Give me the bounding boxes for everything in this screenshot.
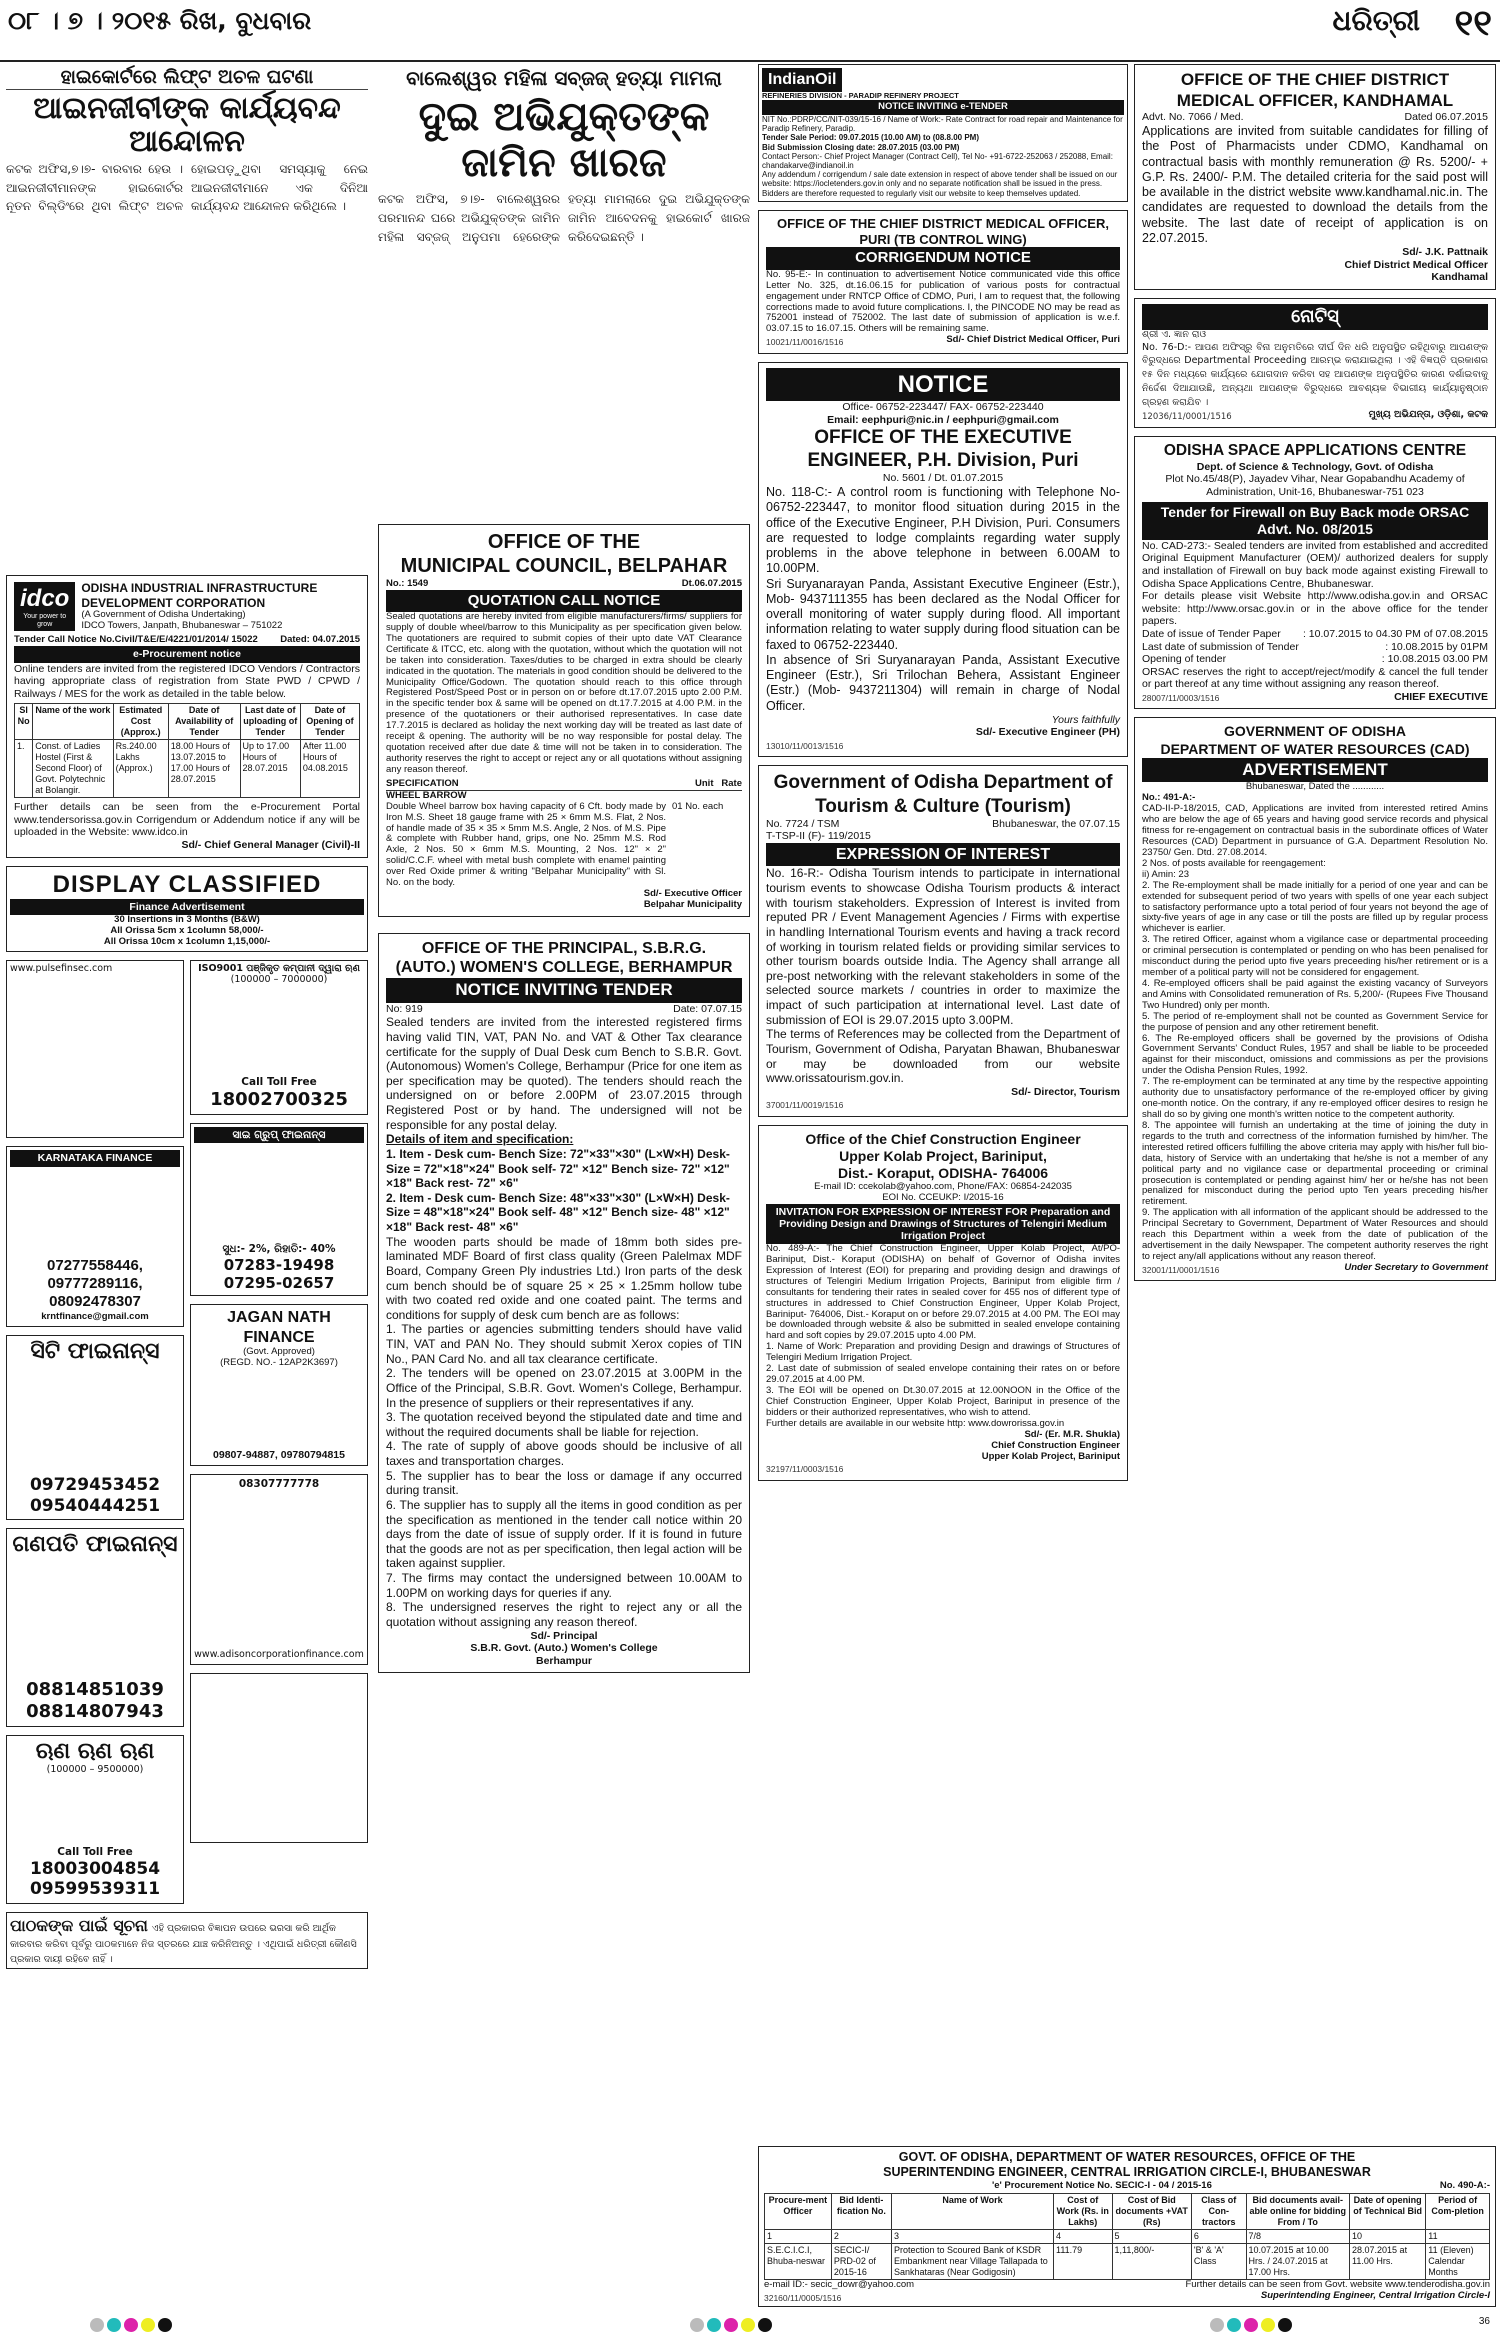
dowr-dated: Bhubaneswar, Dated the ............ — [1245, 781, 1385, 793]
display-classified — [6, 866, 368, 953]
sbrg-term: 3. The quotation received beyond the stipulated date and time and without the required documents shall be liable for rejection. — [386, 1410, 742, 1439]
city-ad — [6, 1335, 184, 1521]
date-value: : 10.07.2015 to 04.30 PM of 07.08.2015 — [1302, 627, 1488, 640]
dowr-posts: 2 Nos. of posts available for reengagement: — [1142, 857, 1326, 869]
table-header: Cost of Work (Rs. in Lakhs) — [1054, 2194, 1113, 2230]
table-header: Period of Com-pletion — [1426, 2194, 1490, 2230]
kandhamal-sign: Chief District Medical Officer — [1344, 258, 1488, 271]
table-cell: 11 (Eleven) Calendar Months — [1426, 2244, 1490, 2280]
secic-h1: GOVT. OF ODISHA, DEPARTMENT OF WATER RESOURCES, OFFICE OF THE — [898, 2150, 1356, 2164]
news-headline: ଆଇନଜୀବୀଙ୍କ କାର୍ଯ୍ୟବନ୍ଦ ଆନ୍ଦୋଳନ — [33, 91, 341, 160]
adison-phone: 08307777778 — [238, 1477, 320, 1490]
ioc-note: Any addendum / corrigendum / sale date extension in respect of above tender shall be issued on our website: https://iocletenders.gov.in only and no separate notification shall be issued in the press. Bidders are therefore requested to regularly visit our website to keep themselves updated. — [762, 170, 1118, 198]
secic-sign: Superintending Engineer, Central Irrigation Circle-I — [1260, 2290, 1490, 2302]
tourism-bar: EXPRESSION OF INTEREST — [766, 843, 1120, 867]
belpahar-sign: Belpahar Municipality — [643, 898, 742, 910]
table-cell: Rs.240.00 Lakhs (Approx.) — [113, 740, 168, 798]
sbrg-date: Date: 07.07.15 — [673, 1002, 742, 1015]
ioc-ad — [758, 64, 1128, 202]
kandhamal-sign: Kandhamal — [1431, 271, 1488, 284]
kandhamal-text: Applications are invited from suitable candidates for filling of the Post of Pharmacists under CDMO, Kandhamal on contractual basis with monthly remuneration @ Rs. 5200/- + G.P. Rs. 2400/- P.M. The detailed criteria for the said post will be available in the district website www.kandhamal.nic.in. The candidates are requested to download the details from the website. The last date of receipt of application is on 22.07.2015. — [1142, 124, 1488, 245]
idco-table — [14, 703, 360, 798]
kolab-ad — [758, 1125, 1128, 1481]
sbrg-sign: Sd/- Principal — [530, 1629, 598, 1642]
registration-marks — [690, 2318, 772, 2332]
rate-header: Rate — [721, 777, 742, 789]
idco-foot: Further details can be seen from the e-Procurement Portal www.tendersorissa.gov.in Corrigendum or Addendum notice if any will be uploaded in the Website: www.idco.in — [14, 801, 360, 839]
table-cell: 5 — [1112, 2230, 1191, 2244]
city-title: ସିଟି ଫାଇନାନ୍ସ — [30, 1338, 160, 1364]
column-4 — [1134, 64, 1496, 1289]
sbrg-item: 1. Item - Desk cum- Bench Size: 72"×33"×30" (L×W×H) Desk- Size = 72"×18"×24" Book self- 72" ×12" Bench size- 72" ×12" ×18" Back rest- 72" ×6" — [386, 1146, 730, 1191]
table-cell: 28.07.2015 at 11.00 Hrs. — [1350, 2244, 1426, 2280]
secic-h2: SUPERINTENDING ENGINEER, CENTRAL IRRIGATION CIRCLE-I, BHUBANESWAR — [883, 2165, 1371, 2180]
cdmo-puri-ad — [758, 210, 1128, 354]
ref-number: 10021/11/0016/1516 — [766, 337, 844, 348]
classified-rate: All Orissa 5cm x 1column 58,000/- — [110, 925, 264, 937]
finance-list-ad — [190, 1673, 368, 1843]
belpahar-item: WHEEL BARROW — [386, 789, 467, 801]
table-header: Date of Availability of Tender — [168, 704, 240, 740]
masthead: ଧରିତ୍ରୀ — [1332, 4, 1420, 37]
sbrg-term: 2. The tenders will be opened on 23.07.2015 at 3.00PM in the Office of the Principal, S.B.R. Govt. Women's College, Berhampur. In the presence of suppliers or their representatives if any. — [386, 1366, 742, 1410]
sbrg-ad — [378, 933, 750, 1673]
ref-number: 37001/11/0019/1516 — [766, 1100, 844, 1111]
kolab-email: E-mail ID: ccekolab@yahoo.com, Phone/FAX: 06854-242035 — [814, 1180, 1072, 1192]
jagan-ad — [190, 1304, 368, 1465]
adison-site: www.adisoncorporationfinance.com — [194, 1649, 364, 1661]
idco-bar: e-Procurement notice — [14, 646, 360, 663]
table-cell: 1. — [15, 740, 33, 798]
ioc-closing: Bid Submission Closing date: 28.07.2015 (03.00 PM) — [762, 142, 960, 152]
ref-number: 12036/11/0001/1516 — [1142, 411, 1232, 422]
idco-date: Dated: 04.07.2015 — [280, 634, 360, 646]
table-cell: After 11.00 Hours of 04.08.2015 — [300, 740, 359, 798]
belpahar-h1: OFFICE OF THE — [487, 531, 641, 553]
pulse-call: Call Toll Free — [241, 1075, 317, 1088]
idco-addr: IDCO Towers, Janpath, Bhubaneswar – 751022 — [81, 620, 283, 632]
kolab-bar: INVITATION FOR EXPRESSION OF INTEREST FOR Preparation and Providing Design and Drawings of Structures of Telengiri Medium Irrigation Project — [766, 1204, 1120, 1244]
ee-puri-office: Office- 06752-223447/ FAX- 06752-223440 — [842, 400, 1044, 413]
cdmo-puri-text: No. 95-E:- In continuation to advertisement Notice communicated vide this office Letter No. 325, dt.16.06.15 for publication of various posts for contractual engagement under RNTCP Office of CDMO, Puri, I am to request that, the following corrections made to avoid future complications. I, the PINCODE NO may be read as 752001 instead of 752002. The last date of submission of application is w.e.f. 03.07.15 to 16.07.15. Others will be remaining same. — [766, 268, 1120, 335]
ioc-bar: NOTICE INVITING e-TENDER — [762, 100, 1124, 115]
orsac-text3: ORSAC reserves the right to accept/reject/modify & cancel the full tender or part thereof at any time without assigning any reason thereof. — [1142, 665, 1488, 691]
kolab-sign: Upper Kolab Project, Bariniput — [981, 1450, 1120, 1462]
belpahar-h2: MUNICIPAL COUNCIL, BELPAHAR — [400, 555, 728, 578]
karnataka-phones: 07277558446, 09777289116, 08092478307 — [47, 1256, 143, 1311]
sbrg-term: 4. The rate of supply of above goods should be inclusive of all taxes and transportation charges. — [386, 1439, 742, 1468]
jagan-reg: (REGD. NO.- 12AP2K3697) — [220, 1357, 338, 1369]
sbrg-sign: S.B.R. Govt. (Auto.) Women's College — [470, 1642, 658, 1655]
ref-number: 32197/11/0003/1516 — [766, 1464, 844, 1475]
ee-puri-email: Email: eephpuri@nic.in / eephpuri@gmail.com — [827, 413, 1059, 426]
ref-number: 28007/11/0003/1516 — [1142, 692, 1220, 703]
table-header: Class of Con-tractors — [1191, 2194, 1246, 2230]
orsac-h1: ODISHA SPACE APPLICATIONS CENTRE — [1163, 441, 1467, 459]
sai-ad — [190, 1123, 368, 1297]
ref-number: 32160/11/0005/1516 — [764, 2293, 842, 2304]
sbrg-no: No: 919 — [386, 1002, 423, 1015]
odia-notice-ad — [1134, 298, 1496, 428]
news-body: କଟକ ଅଫିସ,୭।୭- ବାରବାର ହେଉ । ଆଇନଜୀବୀମାନଙ୍କ ହାଇକୋର୍ଟର ନୂତନ ବିଲ୍ଡିଂରେ ଥିବା ଲିଫ୍ଟ ଅଚଳ ହୋଇପଡ଼ୁଥିବା ସମସ୍ୟାକୁ ନେଇ ଆଇନଜୀବୀମାନେ ଏକ ଦିନିଆ କାର୍ଯ୍ୟବନ୍ଦ ଆନ୍ଦୋଳନ କରିଥିଲେ । — [6, 162, 368, 214]
ee-puri-sign: Sd/- Executive Engineer (PH) — [975, 726, 1120, 739]
kandhamal-date: Dated 06.07.2015 — [1404, 111, 1488, 124]
table-cell: Const. of Ladies Hostel (First & Second Floor) of Govt. Polytechnic at Bolangir. — [33, 740, 113, 798]
table-cell: 2 — [831, 2230, 891, 2244]
kandhamal-h: OFFICE OF THE CHIEF DISTRICT MEDICAL OFFICER, KANDHAMAL — [1176, 70, 1454, 110]
orsac-bar: Tender for Firewall on Buy Back mode ORSAC Advt. No. 08/2015 — [1142, 502, 1488, 540]
ioc-contact: Contact Person:- Chief Project Manager (Contract Cell), Tel No- +91-6722-252063 / 252088, Email: chandakarve@indianoil.in — [762, 151, 1113, 170]
ref-number: 13010/11/0013/1516 — [766, 740, 844, 751]
orsac-text: No. CAD-273:- Sealed tenders are invited from established and accredited Original Equipment Manufacturer (OEM)/ authorized dealers for supply and installation of Firewall on buy back mode against existing Firewall to Odisha Space Applications Centre, Bhubaneswar. — [1142, 539, 1488, 590]
reader-notice — [6, 1912, 368, 1969]
item-rate: each — [702, 800, 724, 812]
sai-title: ସାଇ ଗ୍ରୁପ୍ ଫାଇନାନ୍ସ — [194, 1127, 364, 1144]
belpahar-text: Sealed quotations are hereby invited from eligible manufacturers/firms/ suppliers for supply of double wheel/barrow to this Municipality as per specification given below. The quotationers are required to submit copies of their upto date VAT Clearance Certificate & ITCC, etc. along with the quotation, without which the quotation will not be taken into consideration. Taxes/duties to be charged in extra should be clearly indicated in the quotation. The materials in good condition should be delivered to the Municipality Office/Godown. The quotation should reach to this office through Registered Post/Speed Post or in person on or before dt.17.07.2015 upto 2.00 P.M. in the specific tender box & same will be opened on dt.17.7.2015 at 4.00 P.M. in the presence of the quotationers or their authorised representatives. In case date 17.7.2015 is declared as holiday the next working day will be treated as last date of receipt & opening. The authority will be no way responsible for postal delay. The quotation received after due date & time will not be taken in to consideration. The authority reserves the right to accept or reject any or all quotations without assigning any reason thereof. — [386, 611, 742, 775]
tourism-place: Bhubaneswar, the 07.07.15 — [992, 817, 1120, 830]
ref-number: 32001/11/0001/1516 — [1142, 1264, 1220, 1275]
table-cell: 18.00 Hours of 13.07.2015 to 17.00 Hours of 28.07.2015 — [168, 740, 240, 798]
karnataka-ad — [6, 1146, 184, 1326]
dowr-h2: DEPARTMENT OF WATER RESOURCES (CAD) — [1160, 740, 1470, 757]
rina-range: (100000 – 9500000) — [46, 1764, 144, 1776]
karnataka-email: krntfinance@gmail.com — [41, 1310, 149, 1322]
tourism-h: Government of Odisha Department of Tourism & Culture (Tourism) — [773, 772, 1113, 817]
jagan-title: JAGAN NATH FINANCE — [227, 1309, 331, 1346]
dowr-para: 7. The re-employment can be terminated at any time by the respective appointing authority due to unsatisfactory performance of the re-employed officer by giving one-month notice. On the contrary, if any re-employed officer desires to resign he shall do so by giving one month's written notice to the competent authority. — [1142, 1076, 1488, 1121]
dowr-para: 9. The application with all information of the applicant should be addressed to the Principal Secretary to Government, Department of Water Resources and should reach this Department within a week from the date of publication of the advertisement in the daily Newspaper. The competent authority reserves the right to reject any/all applications without any reason thereof. — [1142, 1207, 1488, 1262]
orsac-h2: Dept. of Science & Technology, Govt. of Odisha — [1196, 460, 1434, 473]
rina-phones: 18003004854 09599539311 — [29, 1858, 161, 1900]
orsac-addr: Plot No.45/48(P), Jayadev Vihar, Near Gopabandhu Academy of Administration, Unit-16, Bhubaneswar-751 023 — [1165, 473, 1465, 498]
kolab-h: Dist.- Koraput, ODISHA- 764006 — [837, 1164, 1049, 1181]
sbrg-term: 5. The supplier has to bear the loss or damage if any occurred during transit. — [386, 1468, 742, 1498]
ee-puri-no: No. 5601 / Dt. 01.07.2015 — [882, 472, 1004, 485]
orsac-text2: For details please visit Website http://www.odisha.gov.in and ORSAC website: http://www.orsac.gov.in or in the above office for the tender papers. — [1142, 590, 1488, 628]
dowr-para: 3. The retired Officer, against whom a vigilance case or departmental proceeding or criminal persecution is contemplated or pending on who has been penalised for misconduct during the period upto five years preceeding his/her retirement or is a member of a political party will not be considered for engagement. — [1142, 934, 1488, 979]
dowr-no: No.: 491-A:- — [1142, 792, 1196, 804]
belpahar-date: Dt.06.07.2015 — [681, 577, 742, 589]
secic-further: Further details can be seen from Govt. website www.tenderodisha.gov.in — [1185, 2279, 1490, 2291]
table-header: Name of the work — [33, 704, 113, 740]
ee-puri-yours: Yours faithfully — [1051, 713, 1120, 726]
pulse-phone: 18002700325 — [210, 1088, 348, 1110]
idco-tagline: Your power to grow — [23, 613, 67, 629]
table-cell: 3 — [892, 2230, 1054, 2244]
secic-no: No. 490-A:- — [1439, 2179, 1490, 2191]
tourism-ad — [758, 765, 1128, 1116]
table-cell: Up to 17.00 Hours of 28.07.2015 — [240, 740, 300, 798]
folio-number: 36 — [1478, 2316, 1490, 2327]
kolab-text: No. 489-A:- The Chief Construction Engineer, Upper Kolab Project, At/PO- Bariniput, Dist.- Koraput (ODISHA) on behalf of Governor of Odisha invites Expression of Interest (EOI) for preparing and providing design and drawings of structures of Telengiri Medium Irrigation Projects, Bariniput from eligible firm / consultants for tendering their rates in sealed cover for 455 nos of different type of structures in addressed to Chief Construction Engineer, Upper Kolab Project, Bariniput- 764006, Dist.- Koraput on or before 29.07.2015 at 4.00 PM. The EOI may be downloaded through website & also be submitted in sealed envelope containing hard and soft copies by 29.07.2015 upto 4.00 PM. — [766, 1242, 1120, 1342]
belpahar-no: No.: 1549 — [386, 577, 429, 589]
pulse-site: www.pulsefinsec.com — [10, 963, 113, 975]
table-cell: 10 — [1350, 2230, 1426, 2244]
karnataka-title: KARNATAKA FINANCE — [10, 1150, 180, 1167]
dowr-bar: ADVERTISEMENT — [1142, 758, 1488, 783]
sbrg-term: 1. The parties or agencies submitting tenders should have valid TIN, VAT and PAN No. They should submit Xerox copies of TIN No., PAN Card No. and all tax clearance certificate. — [386, 1322, 742, 1366]
kolab-further: Further details are available in our website http: www.dowrorissa.gov.in — [766, 1417, 1065, 1429]
issue-date: ୦୮ । ୭ । ୨୦୧୫ ରିଖ, ବୁଧବାର — [8, 6, 312, 35]
rina-call: Call Toll Free — [57, 1846, 133, 1859]
kolab-item: 1. Name of Work: Preparation and providing Design and drawings of Structures of Telengiri Medium Irrigation Project. — [766, 1341, 1120, 1364]
ganapati-ad — [6, 1528, 184, 1726]
classified-rate: All Orissa 10cm x 1column 1,15,000/- — [103, 936, 271, 948]
item-unit: 01 No. — [672, 800, 700, 812]
pulse-ad — [6, 960, 184, 1138]
classified-title: DISPLAY CLASSIFIED — [52, 870, 322, 898]
sbrg-h2: (AUTO.) WOMEN'S COLLEGE, BERHAMPUR — [395, 959, 733, 977]
table-header: Sl No — [15, 704, 33, 740]
dowr-h1: GOVERNMENT OF ODISHA — [1223, 723, 1406, 740]
ioc-div: REFINERIES DIVISION - PARADIP REFINERY PROJECT — [762, 90, 959, 100]
tourism-sign: Sd/- Director, Tourism — [1011, 1085, 1120, 1098]
column-1 — [6, 575, 368, 1977]
news-kicker: ବାଲେଶ୍ୱର ମହିଳା ସବ୍‌ଜଜ୍ ହତ୍ୟା ମାମଲା — [406, 66, 722, 90]
classified-sub: Finance Advertisement — [10, 899, 364, 916]
spec-header: SPECIFICATION — [386, 777, 459, 789]
ioc-logo: IndianOil — [762, 68, 842, 92]
dowr-para: 2. The Re-employment shall be made initially for a period of one year and can be extended for subsequent period of two years with spells of one year each subject to satisfactory performance upto a total period of four years not beyond the age of sixty-five years of age in any case or till the posts are filled up by regular process whichever is earlier. — [1142, 879, 1488, 935]
sbrg-item: 2. Item - Desk cum- Bench Size: 48"×33"×30" (L×W×H) Desk- Size = 48"×18"×24" Book self- 48" ×12" Bench size- 48" ×12" ×18" Back rest- 48" ×6" — [386, 1190, 730, 1234]
secic-ad — [758, 2146, 1496, 2307]
table-cell: 4 — [1054, 2230, 1113, 2244]
rina-title: ଋଣ ଋଣ ଋଣ — [35, 1738, 155, 1764]
belpahar-item-text: Double Wheel barrow box having capacity of 6 Cft. body made by Iron M.S. Sheet 18 gauge frame with 25 × 6mm M.S. Flat, 2 Nos. of handle made of 35 × 35 × 5mm M.S. Angle, 2 Nos. of M.S. Pipe & complete with Rubber hand, grips, one No. 25mm M.S. Rod Axle, 2 Nos. 50 × 6mm M.S. Mounting, 2 Nos. 12" × 2" solid/C.C.F. wheel with metal bush complete with enamel painting over Red Oxide primer & writing "Belpahar Municipality" with Sl. No. on the body. — [386, 800, 666, 889]
odia-notice-text: No. 76-D:- ଆପଣ ଅଫିସ୍‌ରୁ ବିନା ଅନୁମତିରେ ଦୀର୍ଘ ଦିନ ଧରି ଅନୁପସ୍ଥିତ ରହିଥିବାରୁ ଆପଣଙ୍କ ବିରୁଦ୍ଧରେ Departmental Proceeding ଆରମ୍ଭ କରାଯାଇଥିଲା । ଏହି ବିଜ୍ଞପ୍ତି ପ୍ରକାଶର ୧୫ ଦିନ ମଧ୍ୟରେ କାର୍ଯ୍ୟରେ ଯୋଗଦାନ କରିବା ସହ ଆପଣଙ୍କ ଅନୁପସ୍ଥିତିର କାରଣ ଦର୍ଶାଇବାକୁ ନିର୍ଦ୍ଦେଶ ଦିଆଯାଉଛି, ଅନ୍ୟଥା ଆପଣଙ୍କ ବିରୁଦ୍ଧରେ ଆବଶ୍ୟକ ବିଭାଗୀୟ କାର୍ଯ୍ୟାନୁଷ୍ଠାନ ଗ୍ରହଣ କରାଯିବ । — [1142, 341, 1488, 408]
jagan-phones: 09807-94887, 09780794815 — [213, 1449, 345, 1462]
table-row — [15, 740, 360, 798]
classified-rate: 30 Insertions in 3 Months (B&W) — [114, 914, 260, 926]
registration-marks — [1210, 2318, 1292, 2332]
kandhamal-sign: Sd/- J.K. Pattnaik — [1402, 246, 1488, 259]
ee-puri-text: In absence of Sri Suryanarayan Panda, Assistant Executive Engineer (Estr.), Sri Trilochan Behera, Assistant Engineer (Estr.) (Mob- 9437211304) will remain in charge of Nodal Officer. — [766, 652, 1120, 713]
secic-h3: 'e' Procurement Notice No. SECIC-I - 04 / 2015-16 — [991, 2179, 1212, 2191]
kolab-h: Office of the Chief Construction Engineer — [805, 1130, 1081, 1147]
sbrg-sign: Berhampur — [535, 1654, 592, 1667]
sai-phones: 07283-19498 07295-02657 — [223, 1255, 335, 1293]
dowr-ad — [1134, 717, 1496, 1281]
table-cell: 7/8 — [1246, 2230, 1350, 2244]
column-2 — [378, 524, 750, 1681]
kolab-eoi: EOI No. CCEUKP: I/2015-16 — [882, 1191, 1004, 1203]
kandhamal-advt: Advt. No. 7066 / Med. — [1142, 111, 1244, 124]
adison-ad — [190, 1474, 368, 1666]
column-3 — [758, 64, 1128, 1489]
table-header: Bid documents avail-able online for bidding From / To — [1246, 2194, 1350, 2230]
jagan-sub: (Govt. Approved) — [243, 1346, 315, 1358]
idco-sign: Sd/- Chief General Manager (Civil)-II — [181, 838, 360, 851]
table-cell: 111.79 — [1054, 2244, 1113, 2280]
table-cell: 1,11,800/- — [1112, 2244, 1191, 2280]
ee-puri-text: No. 118-C:- A control room is functioning with Telephone No- 06752-223447, to monitor flood situation during 2015 in the office of the Executive Engineer, P.H Division, Puri. Consumers are requested to lodge complaints regarding water supply problems in the above telephone in between 6.00AM to 10.00PM. — [766, 485, 1120, 576]
idco-ad — [6, 575, 368, 858]
ee-puri-h: OFFICE OF THE EXECUTIVE ENGINEER, P.H. Division, Puri — [807, 427, 1079, 472]
dowr-para: 6. The Re-employed officers shall be governed by the provisions of Odisha Government Servants' Conduct Rules, 1957 and shall be liable to be proceeded against for their misconduct, omissions and commissions as per the provisions under the Odisha Pension Rules, 1992. — [1142, 1032, 1488, 1077]
table-header: Cost of Bid documents +VAT (Rs) — [1112, 2194, 1191, 2230]
table-header: Date of Opening of Tender — [300, 704, 359, 740]
idco-logo: idco — [20, 584, 70, 612]
belpahar-ad — [378, 524, 750, 917]
pulse-head: ISO9001 ପଞ୍ଜିକୃତ କମ୍ପାନୀ ଦ୍ୱାରା ଋଣ — [198, 963, 360, 975]
table-header: Last date of uploading of Tender — [240, 704, 300, 740]
odia-notice-sign: ମୁଖ୍ୟ ଅଭିଯନ୍ତା, ଓଡ଼ିଶା, କଟକ — [1368, 408, 1488, 420]
idco-sub: (A Government of Odisha Undertaking) — [81, 609, 246, 621]
date-label: Last date of submission of Tender — [1142, 640, 1299, 653]
city-phones: 09729453452 09540444251 — [29, 1474, 161, 1516]
belpahar-sign: Sd/- Executive Officer — [643, 888, 742, 900]
pulse-range: (100000 – 7000000) — [230, 974, 328, 986]
sbrg-h1: OFFICE OF THE PRINCIPAL, S.B.R.G. — [421, 939, 707, 957]
ee-puri-ad — [758, 362, 1128, 758]
table-row — [765, 2244, 1490, 2280]
table-header: Name of Work — [892, 2194, 1054, 2230]
page-header — [0, 0, 1500, 62]
sbrg-bar: NOTICE INVITING TENDER — [386, 978, 742, 1003]
orsac-ad — [1134, 436, 1496, 710]
cdmo-puri-sign: Sd/- Chief District Medical Officer, Puri — [946, 334, 1120, 346]
pulse-ad-right — [190, 960, 368, 1114]
kolab-item: 3. The EOI will be opened on Dt.30.07.2015 at 12.00NOON in the Office of the Chief Construction Engineer, Upper Kolab Project, Bariniput in presence of the bidders or their authorized representatives, who wish to attend. — [766, 1384, 1120, 1418]
orsac-sign: CHIEF EXECUTIVE — [1394, 690, 1488, 703]
ee-puri-text: Sri Suryanarayan Panda, Assistant Executive Engineer (Estr.), Mob- 9437111355 has been declared as the Nodal Officer for overall monitoring of water supply during flood. All important information relating to water supply during flood situation can be faxed to 06752-223440. — [766, 576, 1120, 652]
table-cell: 1 — [765, 2230, 832, 2244]
ganapati-title: ଗଣପତି ଫାଇନାନ୍ସ — [12, 1532, 178, 1558]
sbrg-term: 6. The supplier has to supply all the items in good condition as per the specification as mentioned in the tender call notice within 20 days from the date of issue of supply order. If it is found in future that the goods are not as per specification, then legal action will be taken against supplier. — [386, 1497, 742, 1571]
date-label: Opening of tender — [1142, 653, 1227, 666]
registration-marks — [90, 2318, 172, 2332]
kolab-h: Upper Kolab Project, Bariniput, — [839, 1147, 1047, 1164]
table-cell: 6 — [1191, 2230, 1246, 2244]
dowr-text: CAD-II-P-18/2015, CAD, Applications are invited from interested retired Amins who are below the age of 65 years and having good service records and physical fitness for re-engagement on contractual basis in the subordinate offices of Water Resources (CAD) Department in pursuance of G.A. Department Resolution No. 23750/ Gen. Dtd. 27.08.2014. — [1142, 803, 1488, 858]
table-cell: 11 — [1426, 2230, 1490, 2244]
secic-email: e-mail ID:- secic_dowr@yahoo.com — [764, 2279, 915, 2291]
table-header: Date of opening of Technical Bid — [1350, 2194, 1426, 2230]
news-kicker: ହାଇକୋର୍ଟରେ ଲିଫ୍ଟ ଅଚଳ ଘଟଣା — [6, 66, 368, 90]
tourism-no: No. 7724 / TSM — [766, 817, 840, 830]
ioc-nit: NIT No.:PDRP/CC/NIT-039/15-16 / Name of Work:- Rate Contract for road repair and Maintenance for Paradip Refinery, Paradip. — [762, 115, 1123, 134]
table-cell: 10.07.2015 at 10.00 Hrs. / 24.07.2015 at 17.00 Hrs. — [1246, 2244, 1350, 2280]
table-header: Estimated Cost (Approx.) — [113, 704, 168, 740]
odia-notice-to: ଶ୍ରୀ ଏ. ଜ୍ଞାନ ରାଓ — [1142, 328, 1206, 340]
ganapati-phones: 08814851039 08814807943 — [26, 1678, 164, 1722]
kolab-sign: Chief Construction Engineer — [991, 1439, 1120, 1451]
tourism-file: T-TSP-II (F)- 119/2015 — [766, 830, 871, 843]
reader-title: ପାଠକଙ୍କ ପାଇଁ ସୂଚନା — [10, 1916, 148, 1936]
dowr-amin: ii) Amin: 23 — [1142, 868, 1189, 880]
ioc-sale: Tender Sale Period: 09.07.2015 (10.00 AM) to (08.8.00 PM) — [762, 133, 979, 143]
tourism-text2: The terms of References may be collected from the Department of Tourism, Government of Odisha, Paryatan Bhawan, Bhubaneswar or may be downloaded from our website www.orissatourism.gov.in. — [766, 1027, 1120, 1086]
page-number: ୧୧ — [1454, 3, 1492, 44]
cdmo-puri-bar: CORRIGENDUM NOTICE — [766, 247, 1120, 269]
kolab-item: 2. Last date of submission of sealed envelope containing their rates on or before 29.07.2015 at 4.00 PM. — [766, 1363, 1120, 1386]
sbrg-text2: The wooden parts should be made of 18mm both sides pre-laminated MDF Board of first class quality (Green Palelmax MDF Board, Company Green Ply industries Ltd.) Iron parts of the desk cum bench should be of square 25 × 25 × 1.25mm hollow tube with two coated red oxide and one coated paint. The terms and conditions for supply of desk cum bench are as follows: — [386, 1234, 742, 1322]
dowr-para: 8. The appointee will furnish an undertaking at the time of joining the duty in regards to the truth and correctness of the information furnished by him/her. The interested retired officers fulfilling the above criteria may apply with his/her full bio-data, history of Service with an undertaking that he/she is not a member of any political party and no vigilance case or departmental proceeding or criminal prosecution is contemplated or pending against him/ her or he/she has not been penalized for misconduct during the period upto Ten years preceding his/her retirement. — [1142, 1119, 1488, 1208]
sai-rate: ସୁଧ:- 2%, ରିହାତି:- 40% — [222, 1243, 336, 1256]
kandhamal-ad — [1134, 64, 1496, 290]
table-header: Procure-ment Officer — [765, 2194, 832, 2230]
date-label: Date of issue of Tender Paper — [1142, 627, 1281, 640]
odia-notice-bar: ନୋଟିସ୍ — [1142, 304, 1488, 330]
table-cell: 'B' & 'A' Class — [1191, 2244, 1246, 2280]
news-body: କଟକ ଅଫିସ, ୭।୭- ବାଲେଶ୍ୱରର ପରମାନନ୍ଦ ଘରେ ଅଭିଯୁକ୍ତଙ୍କ ଜାମିନ ମହିଳା ସବ୍‌ଜଜ୍ ଅନୁପମା ହେରେଙ୍କ ହତ୍ୟା ମାମଲାରେ ଦୁଇ ଅଭିଯୁକ୍ତଙ୍କ ଜାମିନ ଆବେଦନକୁ ହାଇକୋର୍ଟ ଖାରଜ କରିଦେଇଛନ୍ତି । — [378, 192, 750, 244]
dowr-para: 4. Re-employed officers shall be paid against the existing vacancy of Surveyors and Amins with Consolidated remuneration of Rs. 5,200/- (Rupees Five Thousand Two Hundred) only per month. — [1142, 977, 1488, 1011]
cdmo-puri-h: OFFICE OF THE CHIEF DISTRICT MEDICAL OFFICER, PURI (TB CONTROL WING) — [777, 215, 1109, 247]
sbrg-term: 7. The firms may contact the undersigned between 10.00AM to 1.00PM on working days for queries if any. — [386, 1571, 742, 1600]
table-cell: SECIC-I/ PRD-02 of 2015-16 — [831, 2244, 891, 2280]
idco-call: Tender Call Notice No.Civil/T&E/E/4221/01/2014/ 15022 — [14, 634, 258, 646]
date-value: : 10.08.2015 03.00 PM — [1381, 653, 1488, 666]
table-cell: S.E.C.I.C.I, Bhuba-neswar — [765, 2244, 832, 2280]
kolab-sign: Sd/- (Er. M.R. Shukla) — [1024, 1428, 1120, 1440]
idco-org: ODISHA INDUSTRIAL INFRASTRUCTURE DEVELOPMENT CORPORATION — [81, 581, 318, 610]
news-headline: ଦୁଇ ଅଭିଯୁକ୍ତଙ୍କ ଜାମିନ ଖାରଜ — [418, 94, 710, 187]
reader-text: ଏହି ପ୍ରକାରର ବିଜ୍ଞାପନ ଉପରେ ଭରସା କରି ଆର୍ଥିକ କାରବାର କରିବା ପୂର୍ବରୁ ପାଠକମାନେ ନିଜ ସ୍ତରରେ ଯାଞ୍ଚ କରିନିଅନ୍ତୁ । ଏଥିପାଇଁ ଧରିତ୍ରୀ କୌଣସି ପ୍ରକାର ଦାୟୀ ରହିବେ ନାହିଁ । — [10, 1923, 357, 1965]
rina-ad — [6, 1735, 184, 1904]
idco-text: Online tenders are invited from the registered IDCO Vendors / Contractors having appropriate class of registration from State PWD / CPWD / Railways / MES for the work as detailed in the table below. — [14, 662, 360, 700]
sbrg-term: 8. The undersigned reserves the right to reject any or all the quotation without assigning any reason thereof. — [386, 1600, 742, 1629]
dowr-para: 5. The period of re-employment shall not be counted as Government Service for the purpose of pension and any other retirement benefit. — [1142, 1010, 1488, 1033]
unit-header: Unit — [695, 777, 714, 789]
dowr-sign: Under Secretary to Government — [1344, 1261, 1488, 1273]
table-header: Bid Identi-fication No. — [831, 2194, 891, 2230]
belpahar-bar: QUOTATION CALL NOTICE — [386, 590, 742, 612]
date-value: : 10.08.2015 by 01PM — [1385, 640, 1488, 653]
sbrg-text: Sealed tenders are invited from the interested registered firms having valid TIN, VAT, PAN No. and VAT & Other Tax clearance certificate for the supply of Dual Desk cum Bench to S.B.R. Govt. (Autonomous) Women's College, Berhampur (Price for one item as per specification may be quoted). The tenders should reach the undersigned on or before 2.00PM of 23.07.2015 through Registered Post or by hand. The undersigned will not be responsible for any postal delay. — [386, 1015, 742, 1132]
ee-puri-bar: NOTICE — [766, 368, 1120, 401]
secic-table — [764, 2193, 1490, 2280]
sbrg-details: Details of item and specification: — [386, 1132, 574, 1147]
tourism-text: No. 16-R:- Odisha Tourism intends to participate in international tourism events to showcase Odisha Tourism products & interact with tourism stakeholders. Expression of Interest is invited from reputed PR / Event Management Agencies / Firms with expertise in handling International Tourism events and having a track record of working in tourism related fields or providing similar services to other tourism boards outside India. The Agency shall arrange all pre-post networking with the relevant stakeholders in some of the selected source markets / countries in order to maximize the impact of such participation at international level. Last date of submission of EOI is 29.07.2015 upto 3.00PM. — [766, 866, 1120, 1027]
table-cell: Protection to Scoured Bank of KSDR Embankment near Village Tallapada to Sankhataras (Near Godigosin) — [892, 2244, 1054, 2280]
